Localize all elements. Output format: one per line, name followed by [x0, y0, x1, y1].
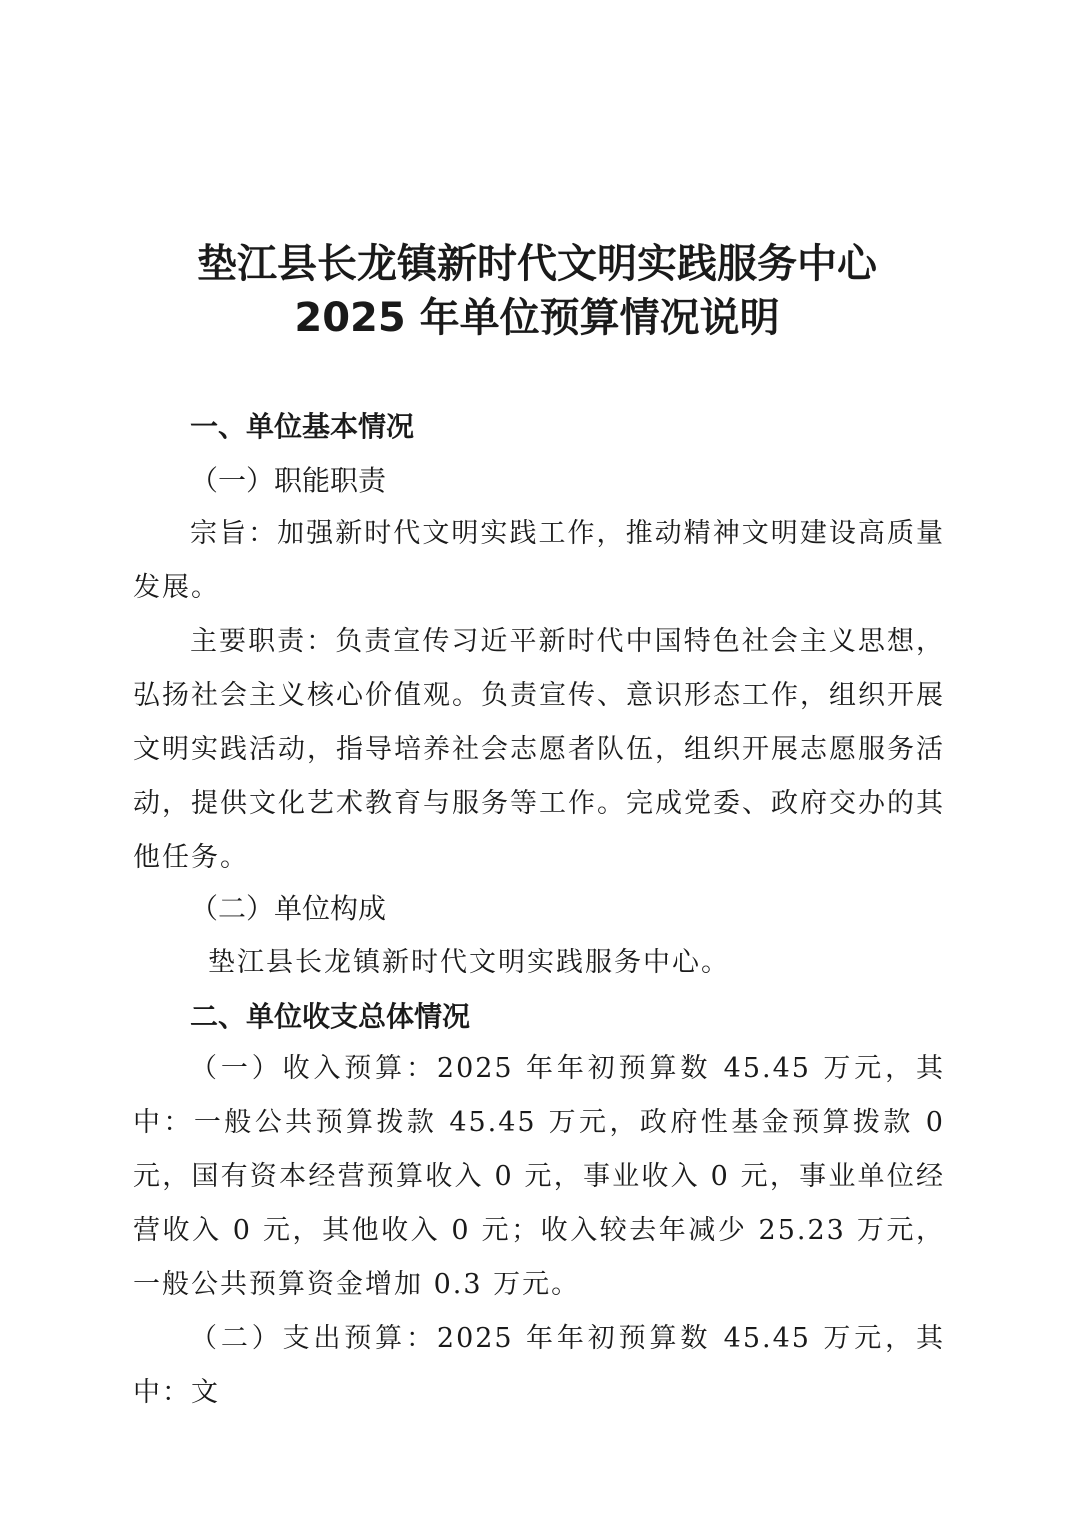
section2-heading: 二、单位收支总体情况 [190, 1000, 471, 1033]
composition-text: 垫江县长龙镇新时代文明实践服务中心。 [208, 947, 730, 978]
purpose-paragraph: 宗旨：加强新时代文明实践工作，推动精神文明建设高质量发展。 [133, 518, 945, 603]
document-title-line1: 垫江县长龙镇新时代文明实践服务中心 [197, 241, 877, 287]
section1-sub2-heading: （二）单位构成 [190, 892, 387, 925]
section1-heading: 一、单位基本情况 [190, 410, 415, 443]
document-title-line2: 2025 年单位预算情况说明 [294, 295, 780, 341]
income-paragraph: （一）收入预算：2025 年年初预算数 45.45 万元，其中：一般公共预算拨款 45.45 万元，政府性基金预算拨款 0 元，国有资本经营预算收入 0 元，事业收入 0 元，事业单位经营收入 0 元，其他收入 0 元；收入较去年减少 25.23 万元，一般公共预算资金增加 0.3 万元。 [133, 1053, 945, 1300]
section1-sub1-heading: （一）职能职责 [190, 464, 387, 497]
expense-paragraph: （二）支出预算：2025 年年初预算数 45.45 万元，其中：文 [133, 1323, 945, 1408]
duties-paragraph: 主要职责：负责宣传习近平新时代中国特色社会主义思想，弘扬社会主义核心价值观。负责宣传、意识形态工作，组织开展文明实践活动，指导培养社会志愿者队伍，组织开展志愿服务活动，提供文化艺术教育与服务等工作。完成党委、政府交办的其他任务。 [133, 626, 945, 873]
